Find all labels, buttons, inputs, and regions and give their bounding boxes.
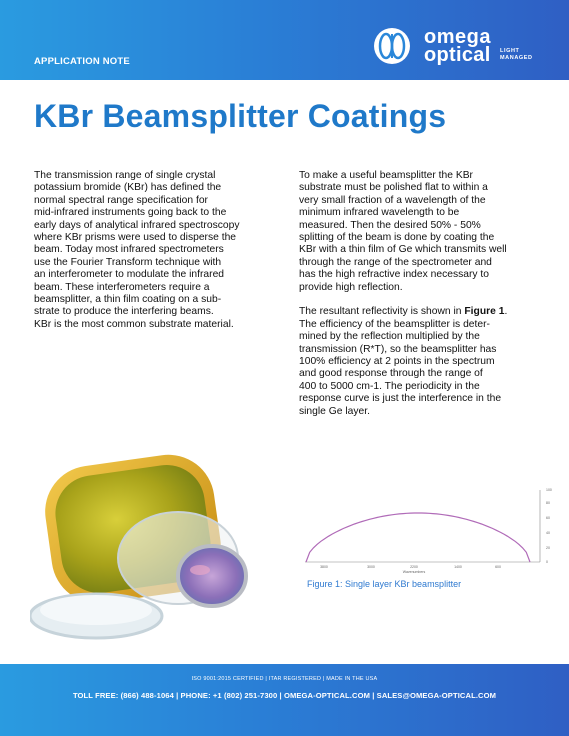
y-tick-label: 0	[546, 560, 548, 564]
body-column-right	[299, 170, 541, 418]
reflectivity-chart	[298, 484, 558, 576]
text-line: splitting of the beam is done by coating the	[299, 232, 495, 244]
certifications-text: ISO 9001:2015 CERTIFIED | ITAR REGISTERED | MADE IN THE USA	[191, 676, 378, 682]
text-line: 100% efficiency at 2 points in the spectrum	[299, 356, 495, 368]
y-tick-label: 60	[546, 516, 550, 520]
text-line: transmission (R*T), so the beamsplitter has	[299, 343, 497, 355]
logo-tagline-line: LIGHT	[500, 48, 520, 54]
page-title: KBr Beamsplitter Coatings	[34, 98, 447, 134]
text-line: response curve is just the interference in the	[299, 393, 502, 405]
paragraph-gap	[299, 294, 541, 306]
text-line: beam. Today most infrared spectrometers	[34, 244, 224, 256]
text-line: normal spectral range specification for	[34, 194, 208, 206]
text-run: .	[504, 306, 508, 318]
x-tick-label: 2200	[410, 565, 418, 569]
text-line	[299, 306, 541, 318]
text-line: substrate must be polished flat to within a	[299, 182, 488, 194]
application-note-label: APPLICATION NOTE	[34, 56, 130, 67]
text-line: potassium bromide (KBr) has defined the	[34, 182, 222, 194]
text-line: beamsplitter, a thin film coating on a sub-	[34, 294, 222, 306]
text-line: single Ge layer.	[299, 405, 370, 417]
x-tick-label: 3000	[367, 565, 375, 569]
logo-name: omega	[424, 26, 491, 48]
text-line: strate to produce the interfering beams.	[34, 306, 214, 318]
text-line: measured. Then the desired 50% - 50%	[299, 219, 481, 231]
footer-banner	[0, 664, 569, 736]
text-line: KBr with a thin film of Ge which transmits well	[299, 244, 507, 256]
contact-info[interactable]: TOLL FREE: (866) 488-1064 | PHONE: +1 (802) 251-7300 | OMEGA-OPTICAL.COM | SALES@OMEGA-OPTICAL.COM	[72, 691, 497, 700]
text-run: The resultant reflectivity is shown in	[299, 306, 465, 318]
text-line: minimum infrared wavelength to be	[299, 207, 460, 219]
logo-tagline-line: MANAGED	[500, 54, 533, 61]
text-line: and good response through the range of	[299, 368, 483, 380]
text-line: very small fraction of a wavelength of the	[299, 194, 486, 206]
figure-caption: Figure 1: Single layer KBr beamsplitter	[307, 579, 462, 589]
text-line: through the range of the spectrometer and	[299, 256, 492, 268]
text-line: The efficiency of the beamsplitter is deter-	[299, 318, 490, 330]
logo-tagline	[500, 48, 533, 61]
omega-optical-logo[interactable]	[372, 26, 547, 66]
text-line: provide high reflection.	[299, 281, 403, 293]
figure-reference: Figure 1	[464, 306, 505, 318]
x-tick-label: 600	[495, 565, 501, 569]
text-line: The transmission range of single crystal	[34, 170, 216, 181]
text-line: mined by the reflection multiplied by the	[299, 331, 480, 343]
text-line: To make a useful beamsplitter the KBr	[299, 170, 473, 181]
text-line: use the Fourier Transform technique with	[34, 256, 222, 268]
omega-logo-icon	[372, 26, 414, 66]
y-tick-label: 100	[546, 488, 552, 492]
y-tick-label: 80	[546, 501, 550, 505]
text-line: an interferometer to modulate the infrared	[34, 269, 225, 281]
text-line: beam. These interferometers require a	[34, 281, 210, 293]
text-line: 400 to 5000 cm-1. The periodicity in the	[299, 380, 480, 392]
y-tick-label: 40	[546, 531, 550, 535]
text-line: early days of analytical infrared spectroscopy	[34, 219, 240, 231]
logo-subname: optical	[424, 44, 491, 66]
x-tick-label: 3800	[320, 565, 328, 569]
header-banner	[0, 0, 569, 80]
text-line: KBr is the most common substrate material.	[34, 318, 234, 330]
body-column-left	[34, 170, 274, 331]
reflectivity-curve	[306, 513, 530, 562]
text-line: has the high refractive index necessary to	[299, 269, 490, 281]
x-axis-label: Wavenumbers	[402, 570, 426, 574]
text-line: where KBr prisms were used to disperse the	[34, 232, 237, 244]
y-tick-label: 20	[546, 546, 550, 550]
text-line: mid-infrared instruments going back to the	[34, 207, 227, 219]
beamsplitter-optics-photo	[30, 430, 268, 652]
x-tick-label: 1400	[454, 565, 462, 569]
